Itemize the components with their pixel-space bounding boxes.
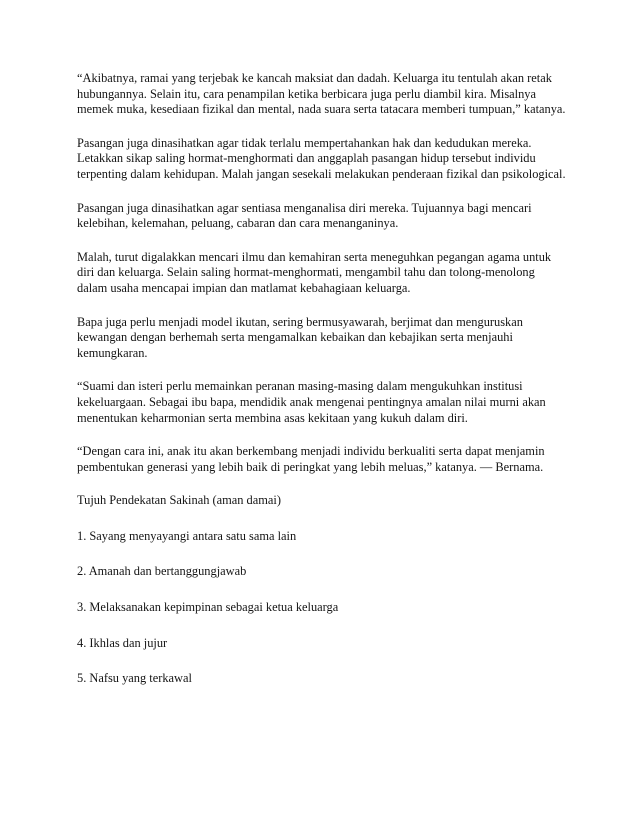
list-item: 2. Amanah dan bertanggungjawab	[77, 564, 247, 579]
list-heading: Tujuh Pendekatan Sakinah (aman damai)	[77, 493, 281, 508]
list-item: 3. Melaksanakan kepimpinan sebagai ketua keluarga	[77, 600, 339, 615]
paragraph: Malah, turut digalakkan mencari ilmu dan kemahiran serta meneguhkan pegangan agama untuk diri dan keluarga. Selain saling hormat-menghormati, mengambil tahu dan tolong-menolong dalam usaha mencapai impian dan matlamat kebahagiaan keluarga.	[77, 249, 552, 295]
document-body	[77, 71, 567, 707]
paragraph: Pasangan juga dinasihatkan agar sentiasa menganalisa diri mereka. Tujuannya bagi mencari kelebihan, kelemahan, peluang, cabaran dan cara menanganinya.	[77, 200, 532, 231]
list-item: 5. Nafsu yang terkawal	[77, 671, 192, 686]
paragraph: Bapa juga perlu menjadi model ikutan, sering bermusyawarah, berjimat dan menguruskan kewangan dengan berhemah serta mengamalkan kebaikan dan kebajikan serta menjauhi kemungkaran.	[77, 314, 523, 360]
list-item: 1. Sayang menyayangi antara satu sama lain	[77, 528, 297, 543]
paragraph: “Akibatnya, ramai yang terjebak ke kancah maksiat dan dadah. Keluarga itu tentulah akan retak hubungannya. Selain itu, cara penampilan ketika berbicara juga perlu diambil kira. Misalnya memek muka, kesediaan fizikal dan mental, nada suara serta tatacara memberi tumpuan,” katanya.	[77, 71, 566, 117]
list-item: 4. Ikhlas dan jujur	[77, 635, 168, 650]
paragraph: Pasangan juga dinasihatkan agar tidak terlalu mempertahankan hak dan kedudukan mereka. Letakkan sikap saling hormat-menghormati dan anggaplah pasangan hidup tersebut individu terpenting dalam kehidupan. Malah jangan sesekali melakukan penderaan fizikal dan psikological.	[77, 135, 566, 181]
paragraph: “Suami dan isteri perlu memainkan peranan masing-masing dalam mengukuhkan institusi kekeluargaan. Sebagai ibu bapa, mendidik anak mengenai pentingnya amalan nilai murni akan menentukan keharmonian serta membina asas kekitaan yang kukuh dalam diri.	[77, 379, 546, 425]
paragraph: “Dengan cara ini, anak itu akan berkembang menjadi individu berkualiti serta dapat menjamin pembentukan generasi yang lebih baik di peringkat yang lebih meluas,” katanya. — Bernama.	[77, 444, 545, 474]
